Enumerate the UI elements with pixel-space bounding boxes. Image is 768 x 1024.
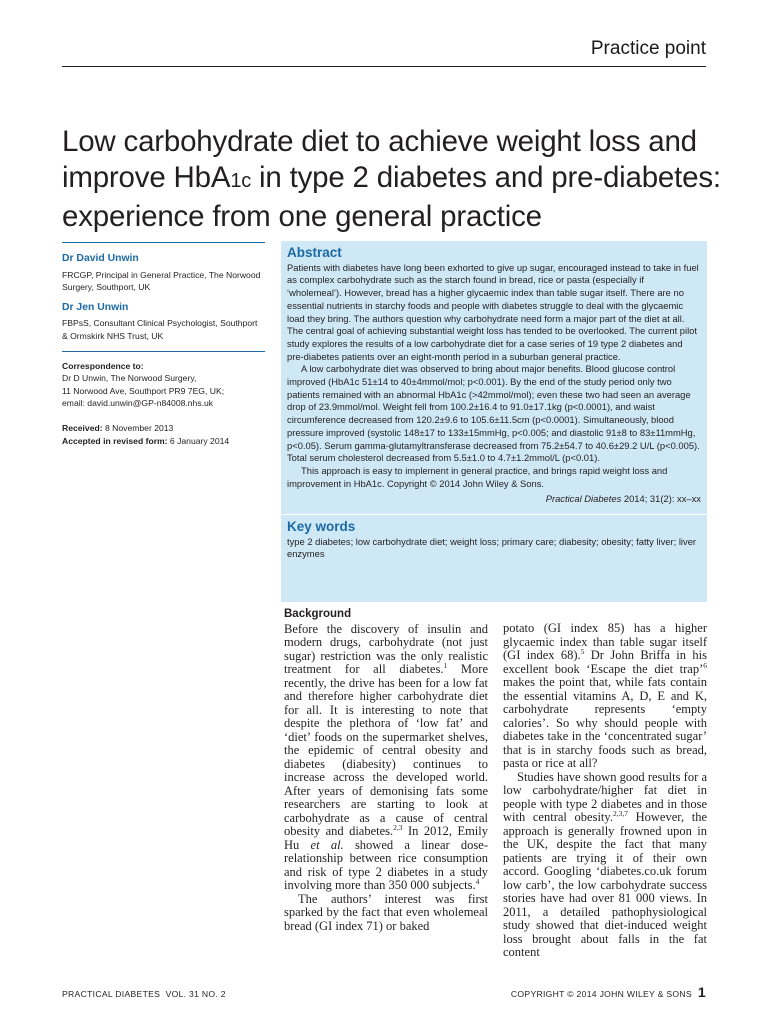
body-text: Before the discovery of insulin and modern drugs, carbohydrate (not just sugar) restriction was the only realistic treatment for all diabetes. bbox=[284, 621, 488, 676]
article-title bbox=[62, 124, 722, 235]
section-heading: Background bbox=[284, 608, 352, 620]
body-text: potato (GI index 85) has a higher glycaemic index than table sugar itself (GI index 68). bbox=[503, 621, 707, 662]
abstract-paragraph: Patients with diabetes have long been exhorted to give up sugar, encouraged instead to take in fuel as complex carbohydrate such as the starch found in bread, rice or pasta (especially if ‘wholemeal’). However, bread has a higher glycaemic index than table sugar itself. There are no essential nutrients in starchy foods and people with diabetes struggle to deal with the glycaemic load they bring. The authors question why carbohydrate need form a major part of the diet at all. The central goal of achieving substantial weight loss has tended to be overlooked. The current pilot study explores the results of a low carbohydrate diet for a case series of 19 type 2 diabetes and pre-diabetes patients over an eight-month period in a suburban general practice. bbox=[287, 261, 699, 362]
reference-marker: 1 bbox=[443, 660, 448, 670]
body-text: More recently, the drive has been for a low fat and therefore higher carbohydrate diet for all. It is interesting to note that despite the plethora of ‘low fat’ and ‘diet’ foods on the supermarket shelves, the epidemic of central obesity and diabetes (diabesity) continues to increase across the developed world. After years of demonising fats some researchers are starting to look at carbohydrate as a cause of central obesity and diabetes. bbox=[284, 662, 488, 838]
body-text-italic: et al. bbox=[310, 837, 344, 852]
author-affiliation: FRCGP, Principal in General Practice, The Norwood Surgery, Southport, UK bbox=[62, 269, 261, 293]
reference-marker: 2,3 bbox=[393, 822, 403, 832]
body-column-1 bbox=[284, 608, 488, 933]
reference-marker: 5 bbox=[580, 646, 585, 656]
body-column-2 bbox=[503, 622, 707, 960]
body-paragraph bbox=[503, 771, 707, 960]
title-line-3: experience from one general practice bbox=[62, 200, 542, 233]
abstract-heading: Abstract bbox=[287, 245, 342, 260]
author-affiliation: FBPsS, Consultant Clinical Psychologist, Southport & Ormskirk NHS Trust, UK bbox=[62, 318, 258, 341]
body-text: Dr John Briffa in his excellent book ‘Escape the diet trap’ bbox=[503, 648, 707, 676]
correspondence-heading: Correspondence to: bbox=[62, 360, 144, 371]
body-text: However, the approach is generally frowned upon in the UK, despite the fact that many patients are trying it of their own accord. Googling ‘diabetes.co.uk forum low carb’, the low carbohydrate success stories have had over 81 000 views. In 2011, a detailed pathophysiological study showed that diet-induced weight loss brought about falls in the fat content bbox=[503, 810, 707, 959]
section-label: Practice point bbox=[590, 38, 706, 59]
citation-journal: Practical Diabetes bbox=[545, 493, 622, 505]
received-label: Received: bbox=[62, 422, 103, 433]
keywords-text: type 2 diabetes; low carbohydrate diet; weight loss; primary care; diabesity; obesity; fatty liver; liver enzymes bbox=[287, 535, 697, 560]
body-text: Studies have shown good results for a low carbohydrate/higher fat diet in people with type 2 diabetes and in those with central obesity. bbox=[503, 769, 707, 824]
accepted-date bbox=[62, 435, 265, 448]
author-column bbox=[62, 242, 265, 447]
footer-journal: PRACTICAL DIABETES VOL. 31 NO. 2 bbox=[62, 989, 226, 999]
body-paragraph bbox=[284, 623, 488, 893]
citation-details: 2014; 31(2): xx–xx bbox=[621, 493, 701, 505]
keywords-divider bbox=[281, 514, 707, 515]
title-line-1: Low carbohydrate diet to achieve weight loss and bbox=[62, 125, 697, 158]
body-paragraph: The authors’ interest was first sparked by the fact that even wholemeal bread (GI index 71) or baked bbox=[284, 891, 488, 933]
reference-marker: 4 bbox=[475, 876, 480, 886]
body-text: showed a linear dose-relationship between rice consumption and risk of type 2 diabetes in a study involving more than 350 000 subjects. bbox=[284, 837, 488, 892]
abstract-box bbox=[281, 241, 707, 602]
received-value: 8 November 2013 bbox=[102, 422, 174, 433]
author-name: Dr David Unwin bbox=[62, 253, 139, 264]
body-paragraph bbox=[503, 622, 707, 771]
title-line-2-post: in type 2 diabetes and pre-diabetes: bbox=[251, 161, 721, 194]
author-name: Dr Jen Unwin bbox=[62, 301, 129, 313]
accepted-label: Accepted in revised form: bbox=[62, 435, 168, 446]
received-date bbox=[62, 422, 265, 435]
title-line-2-sub: 1c bbox=[230, 170, 252, 192]
keywords-heading: Key words bbox=[287, 519, 356, 535]
divider bbox=[62, 351, 265, 352]
accepted-value: 6 January 2014 bbox=[167, 435, 230, 446]
footer-right bbox=[511, 984, 706, 1000]
abstract-paragraph: A low carbohydrate diet was observed to bring about major benefits. Blood glucose control improved (HbA1c 51±14 to 40±4mmol/mol; p<0.001). By the end of the study period only two patients remained with an abnormal HbA1c (>42mmol/mol); even these two had seen an average drop of 23.9mmol/mol. Weight fell from 100.2±16.4 to 91.0±17.1kg (p<0.0001), and waist circumference decreased from 120.2±9.6 to 105.6±11.5cm (p<0.0001). Simultaneously, blood pressure improved (systolic 148±17 to 133±15mmHg, p<0.005; and diastolic 91±8 to 83±11mmHg, p<0.05). Serum gamma-glutamyltransferase decreased from 75.2±54.7 to 40.6±29.2 U/L (p<0.005). Total serum cholesterol decreased from 5.5±1.0 to 4.7±1.2mmol/L (p<0.01). bbox=[287, 363, 700, 464]
abstract-paragraph: This approach is easy to implement in general practice, and brings rapid weight loss and improvement in HbA1c. Copyright © 2014 John Wiley & Sons. bbox=[287, 464, 668, 489]
abstract-citation bbox=[287, 493, 701, 506]
body-text: In 2012, Emily Hu bbox=[284, 824, 488, 852]
correspondence-email: email: david.unwin@GP-n84008.nhs.uk bbox=[62, 398, 214, 409]
correspondence-line: 11 Norwood Ave, Southport PR9 7EG, UK; bbox=[62, 385, 225, 396]
dates-block bbox=[62, 422, 265, 447]
reference-marker: 2,3,7 bbox=[612, 808, 628, 818]
author-column-rule bbox=[62, 242, 265, 243]
header-rule bbox=[62, 66, 706, 67]
footer-copyright: COPYRIGHT © 2014 JOHN WILEY & SONS bbox=[510, 989, 692, 999]
title-line-2 bbox=[62, 160, 722, 199]
title-line-2-pre: improve HbA bbox=[62, 161, 231, 194]
reference-marker: 6 bbox=[703, 660, 707, 670]
page-number: 1 bbox=[697, 984, 706, 1000]
correspondence-line: Dr D Unwin, The Norwood Surgery, bbox=[62, 373, 197, 384]
body-text: makes the point that, while fats contain the essential vitamins A, D, E and K, carbohydrate represents ‘empty calories’. So why should people with diabetes take in the ‘concentrated sugar’ that is in starchy foods such as bread, pasta or rice at all? bbox=[503, 675, 707, 770]
